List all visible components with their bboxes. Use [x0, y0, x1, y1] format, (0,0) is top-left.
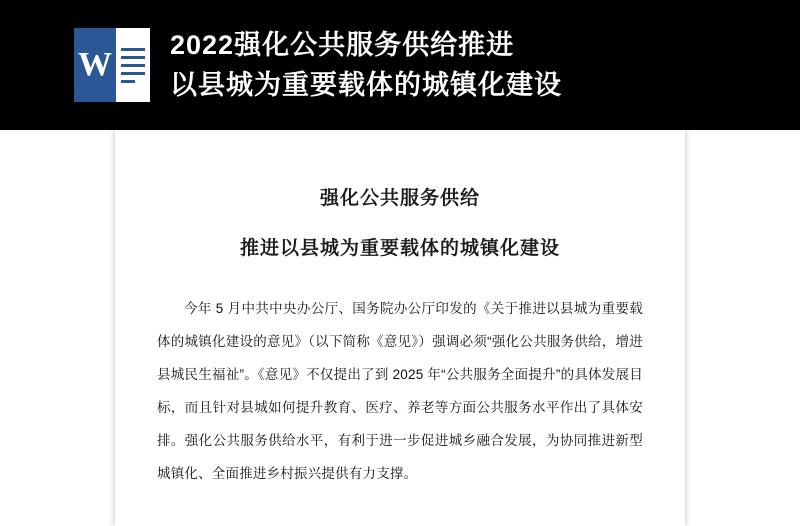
document-title-line-1: 强化公共服务供给: [319, 188, 480, 209]
word-icon-letter: W: [74, 28, 116, 102]
header-banner: [0, 0, 800, 130]
document-page-area: [0, 130, 800, 526]
word-icon-line: [121, 64, 145, 67]
word-document-icon: [74, 28, 150, 102]
banner-title-line-2: 以县城为重要载体的城镇化建设: [170, 70, 562, 100]
banner-title: [170, 25, 562, 105]
document-paragraph: 今年 5 月中共中央办公厅、国务院办公厅印发的《关于推进以县城为重要载体的城镇化建设的意见》（以下简称《意见》）强调必须“强化公共服务供给，增进县城民生福祉”。《意见》不仅提出了到 2025 年“公共服务全面提升”的具体发展目标，而且针对县城如何提升教育、医疗、养老等方面公共服务水平作出了具体安排。强化公共服务供给水平，有利于进一步促进城乡融合发展，为协同推进新型城镇化、全面推进乡村振兴提供有力支撑。: [157, 301, 643, 481]
banner-title-line-1: 2022强化公共服务供给推进: [170, 30, 515, 60]
word-icon-lines: [116, 28, 150, 102]
document-title-line-2: 推进以县城为重要载体的城镇化建设: [239, 238, 560, 259]
word-icon-line: [121, 48, 145, 51]
word-icon-line: [121, 72, 145, 75]
document-page: [115, 130, 685, 526]
word-icon-line: [121, 56, 145, 59]
word-icon-line: [121, 80, 135, 83]
